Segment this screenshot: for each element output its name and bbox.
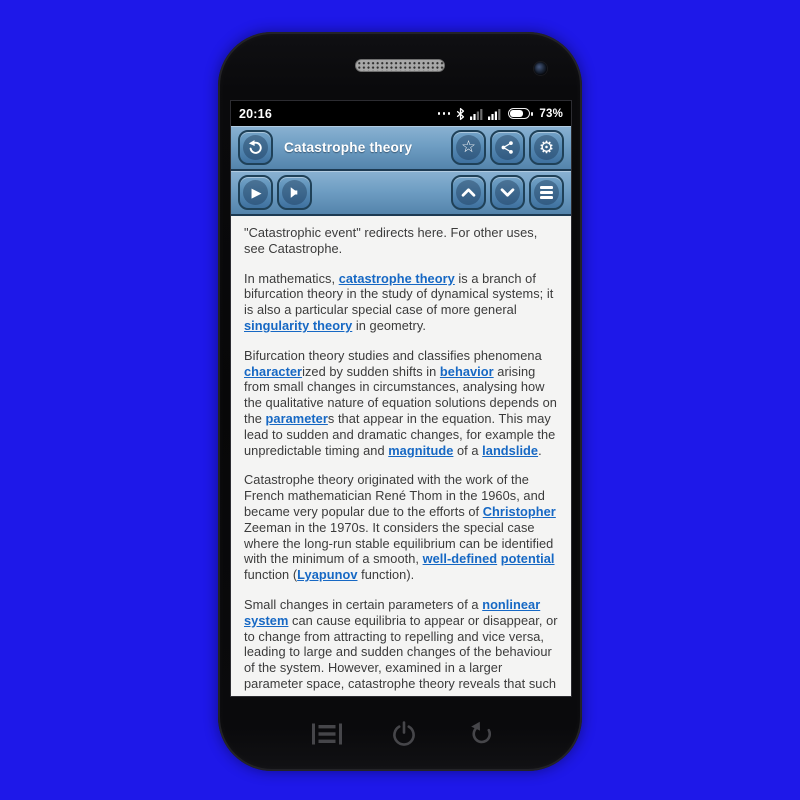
- earpiece-speaker: [355, 59, 445, 72]
- article-paragraph: [244, 472, 558, 583]
- chevron-down-icon: [495, 180, 520, 205]
- article-body[interactable]: [231, 216, 571, 696]
- article-text: Zeeman in the 1970s. It considers the special case where the long-run stable equilibrium can be identified with the minimum of a smooth,: [244, 519, 554, 567]
- article-text: function (: [244, 567, 298, 583]
- article-text: of a: [453, 442, 483, 458]
- article-paragraph: [244, 271, 558, 334]
- article-link[interactable]: potential: [500, 551, 555, 567]
- article-link[interactable]: landslide: [482, 442, 539, 458]
- article-paragraph: [244, 597, 558, 692]
- favorite-button[interactable]: [451, 130, 486, 165]
- gear-icon: ⚙: [534, 135, 559, 160]
- back-icon: [243, 135, 268, 160]
- article-text: function).: [357, 567, 415, 583]
- article-link[interactable]: nonlinear system: [244, 596, 541, 628]
- navigation-bar: [218, 696, 582, 771]
- article-text: Bifurcation theory studies and classifies phenomena: [244, 347, 542, 363]
- article-link[interactable]: Lyapunov: [297, 567, 358, 583]
- article-text: Catastrophe theory originated with the work of the French mathematician René Thom in the 1960s, and became very popular due to the efforts of: [244, 472, 545, 519]
- back-rotate-button[interactable]: [465, 719, 497, 749]
- article-text: .: [538, 442, 542, 458]
- menu-button[interactable]: [529, 175, 564, 210]
- article-link[interactable]: well-defined: [422, 551, 498, 567]
- article-link[interactable]: magnitude: [388, 442, 454, 458]
- share-button[interactable]: [490, 130, 525, 165]
- scroll-down-button[interactable]: [490, 175, 525, 210]
- more-dots-icon: [438, 112, 451, 115]
- phone-screen: [231, 101, 571, 696]
- article-text: In mathematics,: [244, 270, 339, 286]
- app-toolbar: [231, 126, 571, 171]
- recents-button[interactable]: [311, 719, 343, 749]
- battery-percent: 73%: [539, 107, 563, 120]
- status-bar: [231, 101, 571, 126]
- article-text: is a branch of bifurcation theory in the study of dynamical systems; it is also a particular special case of more general: [244, 270, 554, 318]
- bluetooth-icon: [456, 107, 465, 121]
- reader-toolbar: [231, 171, 571, 216]
- clock: 20:16: [239, 106, 272, 121]
- phone-frame: [218, 32, 582, 771]
- article-paragraph: [244, 348, 558, 459]
- article-text: "Catastrophic event" redirects here. For other uses, see Catastrophe.: [244, 225, 538, 256]
- article-link[interactable]: behavior: [439, 363, 494, 379]
- battery-icon: [508, 108, 530, 119]
- settings-button[interactable]: [529, 130, 564, 165]
- recents-icon: [311, 722, 343, 746]
- power-icon: [390, 720, 418, 748]
- play-button[interactable]: [238, 175, 273, 210]
- article-paragraph: [244, 225, 558, 257]
- scroll-up-button[interactable]: [451, 175, 486, 210]
- article-text: ized by sudden shifts in: [302, 363, 440, 379]
- star-icon: ☆: [456, 135, 481, 160]
- article-text: arising from small changes in circumstances, analysing how the qualitative nature of equation solutions depends on the: [244, 363, 557, 426]
- speaker-button[interactable]: [277, 175, 312, 210]
- menu-icon: [534, 180, 559, 205]
- speaker-icon: [282, 180, 307, 205]
- article-text: in geometry.: [352, 317, 426, 333]
- article-link[interactable]: parameter: [265, 410, 328, 426]
- play-icon: ▶: [243, 180, 268, 205]
- share-icon: [495, 135, 520, 160]
- article-link[interactable]: Christopher: [482, 503, 556, 519]
- rotate-back-icon: [468, 721, 494, 747]
- page-title: Catastrophe theory: [284, 140, 413, 155]
- signal-icon: [488, 108, 501, 120]
- article-link[interactable]: character: [244, 363, 303, 379]
- back-button[interactable]: [238, 130, 273, 165]
- article-link[interactable]: catastrophe theory: [338, 270, 455, 286]
- article-text: can cause equilibria to appear or disappear, or to change from attracting to repelling and vice versa, leading to large and sudden changes of the behaviour of the system. However, examined in a larger parameter space, catastrophe theory reveals that such: [244, 612, 558, 691]
- chevron-up-icon: [456, 180, 481, 205]
- article-text: Small changes in certain parameters of a: [244, 596, 483, 612]
- signal-icon: [470, 108, 483, 120]
- article-link[interactable]: singularity theory: [244, 317, 353, 333]
- power-button[interactable]: [388, 719, 420, 749]
- article-text: s that appear in the equation. This may lead to sudden and dramatic changes, for example the unpredictable timing and: [244, 410, 556, 458]
- front-camera: [534, 62, 547, 75]
